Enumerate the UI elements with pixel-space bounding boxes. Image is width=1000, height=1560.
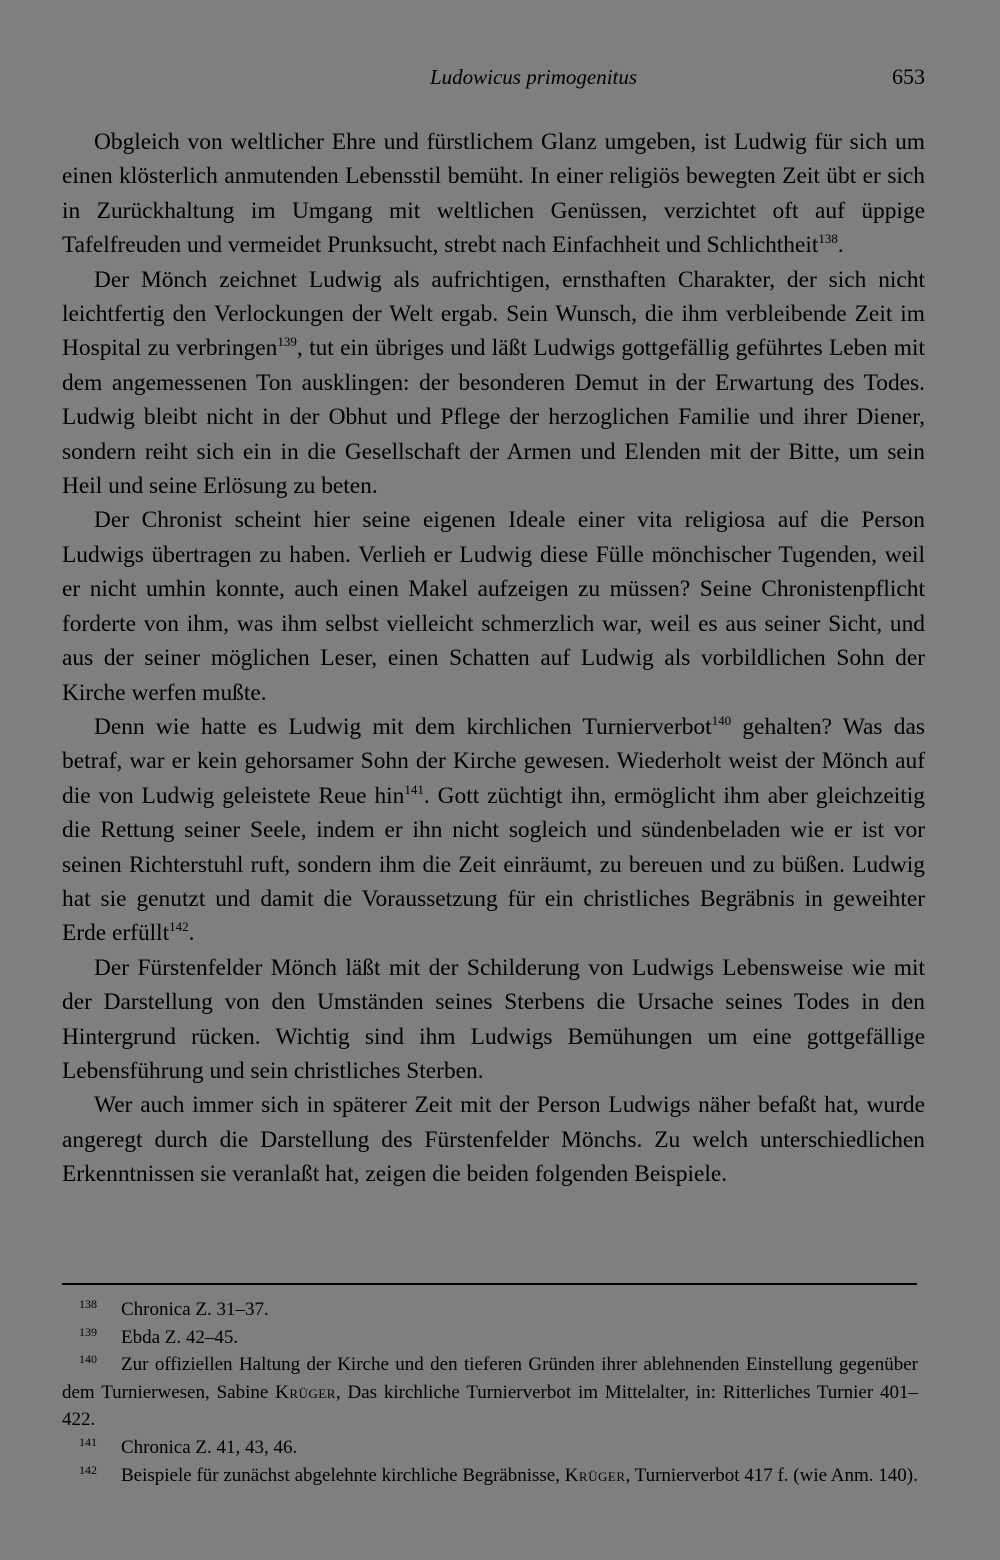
footnote-reference-140: 140 bbox=[711, 712, 732, 728]
footnote-139 bbox=[62, 1324, 918, 1352]
footnote-number: 139 bbox=[79, 1324, 97, 1339]
footnote-reference-142: 142 bbox=[169, 919, 189, 935]
paragraph-1 bbox=[62, 125, 925, 263]
footnote-text: , Das kirchliche Turnierverbot im Mittelalter, in: Ritterliches Turnier 401–422. bbox=[62, 1381, 919, 1431]
paragraph-text: gehalten? Was das betraf, war er kein gehorsamer Sohn der Kirche gewesen. Wiederholt weist der Mönch auf die von Ludwig geleistete Reue hin bbox=[62, 713, 925, 809]
footnote-reference-139: 139 bbox=[277, 334, 297, 350]
main-text bbox=[62, 125, 925, 1192]
page-header bbox=[62, 62, 925, 94]
footnote-138 bbox=[62, 1296, 918, 1324]
footnote-reference-138: 138 bbox=[818, 231, 838, 247]
footnote-rule bbox=[62, 1283, 917, 1285]
paragraph-end: . bbox=[188, 920, 195, 947]
paragraph-text: . Gott züchtigt ihn, ermöglicht ihm aber gleichzeitig die Rettung seiner Seele, indem er ihn nicht sogleich und sündenbeladen wie er ist vor seinen Richterstuhl ruft, sondern ihm die Zeit einräumt, zu bereuen und zu büßen. Ludwig hat sie genutzt und damit die Voraussetzung für ein christliches Begräbnis in geweihter Erde erfüllt bbox=[62, 782, 925, 947]
footnote-text: , Turnierverbot 417 f. (wie Anm. 140). bbox=[625, 1464, 918, 1486]
footnote-text: Chronica Z. 31–37. bbox=[121, 1299, 269, 1320]
footnote-141 bbox=[62, 1434, 918, 1462]
footnote-number: 138 bbox=[79, 1297, 97, 1311]
footnote-text: Beispiele für zunächst abgelehnte kirchliche Begräbnisse, bbox=[121, 1464, 565, 1486]
paragraph-3: Der Chronist scheint hier seine eigenen Ideale einer vita religiosa auf die Person Ludwigs übertragen zu haben. Verlieh er Ludwig diese Fülle mönchischer Tugenden, weil er nicht umhin konnte, auch einen Makel aufzeigen zu müssen? Seine Chronistenpflicht forderte von ihm, was ihm selbst vielleicht schmerzlich war, weil es aus seiner Sicht, und aus der seiner möglichen Leser, einen Schatten auf Ludwig als vorbildlichen Sohn der Kirche werfen mußte. bbox=[62, 507, 925, 706]
paragraph-2 bbox=[62, 263, 925, 504]
footnote-reference-141: 141 bbox=[404, 781, 424, 797]
footnote-140 bbox=[62, 1351, 918, 1434]
paragraph-end: . bbox=[837, 232, 844, 259]
footnote-142 bbox=[62, 1462, 918, 1490]
paragraph-text: Der Mönch zeichnet Ludwig als aufrichtigen, ernsthaften Charakter, der sich nicht leichtfertig den Verlockungen der Welt ergab. Sein Wunsch, die ihm verbleibende Zeit im Hospital zu verbringen bbox=[62, 266, 925, 362]
paragraph-text: Obgleich von weltlicher Ehre und fürstlichem Glanz umgeben, ist Ludwig für sich um einen klösterlich anmutenden Lebensstil bemüht. In einer religiös bewegten Zeit übt er sich in Zurückhaltung im Umgang mit weltlichen Genüssen, verzichtet oft auf üppige Tafelfreuden und vermeidet Prunksucht, strebt nach Einfachheit und Schlichtheit bbox=[62, 129, 925, 259]
footnote-number: 141 bbox=[79, 1434, 97, 1449]
paragraph-6: Wer auch immer sich in späterer Zeit mit der Person Ludwigs näher befaßt hat, wurde angeregt durch die Darstellung des Fürstenfelder Mönchs. Zu welch unterschiedlichen Erkenntnissen sie veranlaßt hat, zeigen die beiden folgenden Beispiele. bbox=[62, 1092, 925, 1188]
footnote-author: Krüger bbox=[564, 1464, 626, 1486]
footnote-text: Chronica Z. 41, 43, 46. bbox=[121, 1436, 298, 1458]
footnote-text: Ebda Z. 42–45. bbox=[121, 1326, 239, 1348]
footnote-text: Zur offiziellen Haltung der Kirche und den tieferen Gründen ihrer ablehnenden Einstellung gegenüber dem Turnierwesen, Sabine bbox=[62, 1354, 918, 1403]
paragraph-text: Denn wie hatte es Ludwig mit dem kirchlichen Turnierverbot bbox=[94, 713, 712, 740]
footnote-number: 142 bbox=[79, 1462, 97, 1477]
running-title: Ludowicus primogenitus bbox=[429, 65, 638, 89]
footnote-author: Krüger bbox=[275, 1381, 336, 1403]
paragraph-4 bbox=[62, 710, 925, 951]
paragraph-text: , tut ein übriges und läßt Ludwigs gottgefällig geführtes Leben mit dem angemessenen Ton ausklingen: der besonderen Demut in der Erwartung des Todes. Ludwig bleibt nicht in der Obhut und Pflege der herzoglichen Familie und ihrer Diener, sondern reiht sich ein in die Gesellschaft der Armen und Elenden mit der Bitte, um sein Heil und seine Erlösung zu beten. bbox=[62, 335, 925, 500]
footnote-number: 140 bbox=[79, 1352, 97, 1367]
page-number: 653 bbox=[892, 64, 925, 89]
footnotes bbox=[62, 1296, 918, 1489]
paragraph-5: Der Fürstenfelder Mönch läßt mit der Schilderung von Ludwigs Lebensweise wie mit der Darstellung von den Umständen seines Sterbens die Ursache seines Todes in den Hintergrund rücken. Wichtig sind ihm Ludwigs Bemühungen um eine gottgefällige Lebensführung und sein christliches Sterben. bbox=[62, 954, 925, 1084]
